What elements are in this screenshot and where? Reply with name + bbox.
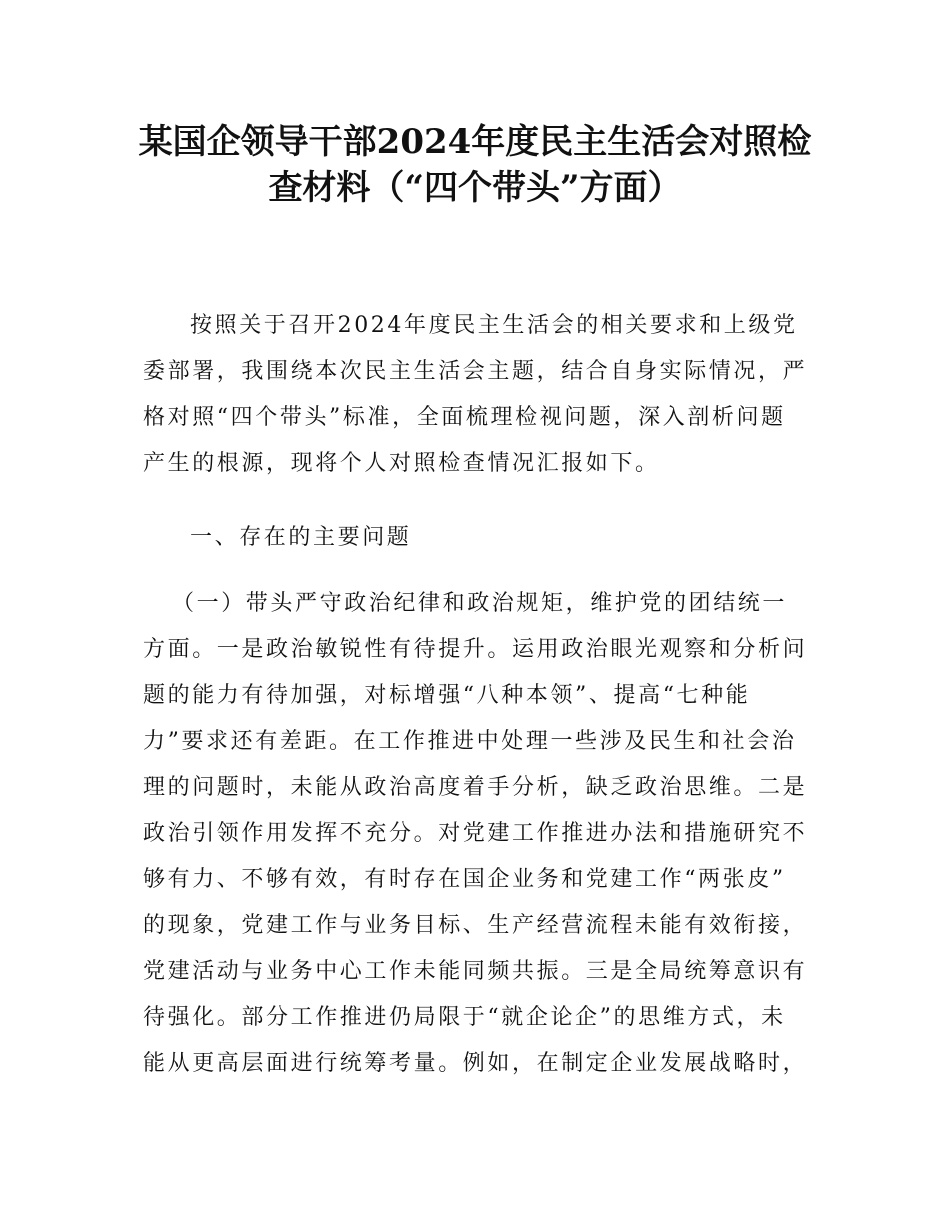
paragraph-line: 产生的根源，现将个人对照检查情况汇报如下。 <box>143 451 660 476</box>
paragraph-line: 党建活动与业务中心工作未能同频共振。三是全局统筹意识有 <box>143 959 808 984</box>
paragraph-line: 政治引领作用发挥不充分。对党建工作推进办法和措施研究不 <box>143 821 808 846</box>
paragraph-line: 按照关于召开2024年度民主生活会的相关要求和上级党 <box>190 313 798 338</box>
paragraph-line: 委部署，我围绕本次民主生活会主题，结合自身实际情况，严 <box>143 359 808 384</box>
paragraph-line: 够有力、不够有效，有时存在国企业务和党建工作“两张皮” <box>143 867 786 892</box>
paragraph-line: 力”要求还有差距。在工作推进中处理一些涉及民生和社会治 <box>143 729 797 754</box>
title-line: 某国企领导干部2024年度民主生活会对照检 <box>138 122 812 162</box>
paragraph-line: 能从更高层面进行统筹考量。例如，在制定企业发展战略时， <box>143 1051 808 1076</box>
paragraph-line: 待强化。部分工作推进仍局限于“就企论企”的思维方式，未 <box>143 1005 786 1030</box>
title-line: 查材料（“四个带头”方面） <box>268 168 682 208</box>
problem-paragraph <box>143 581 823 1087</box>
section-heading-text: 一、存在的主要问题 <box>190 525 412 550</box>
document-title <box>0 119 950 211</box>
paragraph-line: （一）带头严守政治纪律和政治规矩，维护党的团结统一 <box>172 591 788 616</box>
paragraph-line: 方面。一是政治敏锐性有待提升。运用政治眼光观察和分析问 <box>143 637 808 662</box>
section-heading <box>143 515 823 561</box>
paragraph-line: 的现象，党建工作与业务目标、生产经营流程未能有效衔接， <box>143 913 808 938</box>
paragraph-line: 题的能力有待加强，对标增强“八种本领”、提高“七种能 <box>143 683 751 708</box>
intro-paragraph <box>143 303 823 487</box>
paragraph-line: 格对照“四个带头”标准，全面梳理检视问题，深入剖析问题 <box>143 405 786 430</box>
paragraph-line: 理的问题时，未能从政治高度着手分析，缺乏政治思维。二是 <box>143 775 808 800</box>
